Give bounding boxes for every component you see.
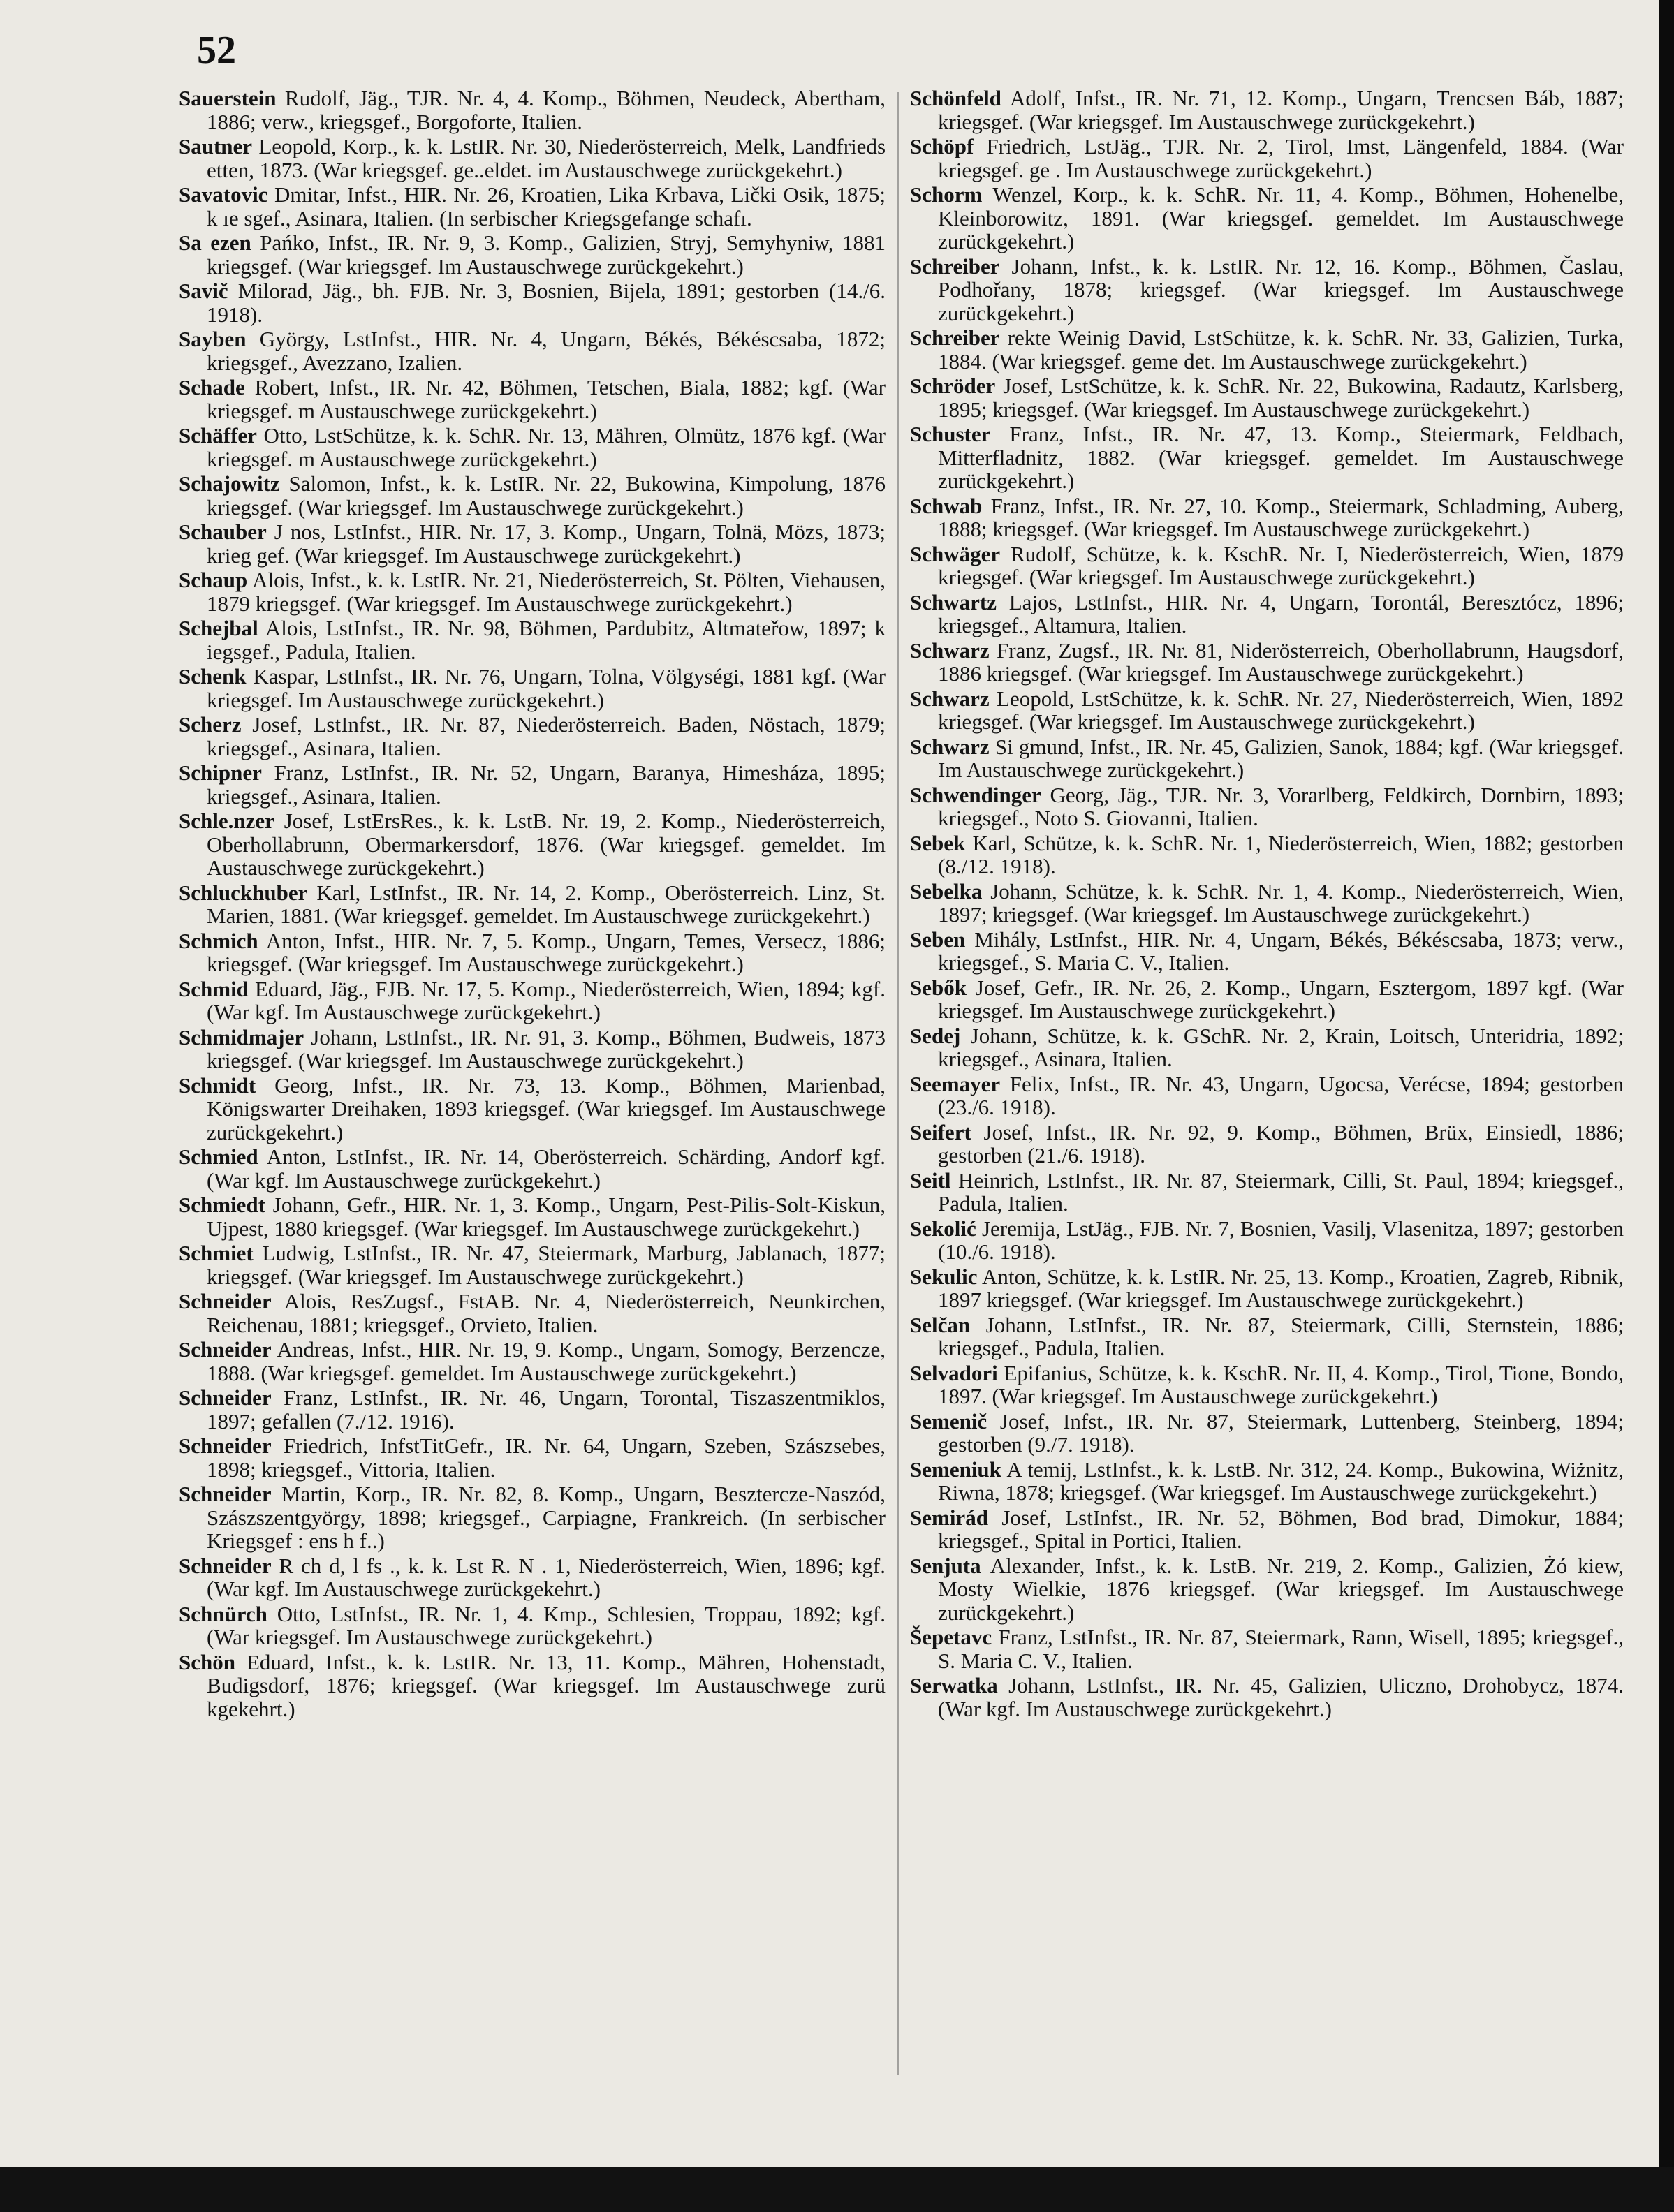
entry-surname: Schneider [179,1337,272,1362]
entry-surname: Sebők [910,975,967,1000]
register-entry [179,1026,886,1072]
entry-details: Karl, LstInfst., IR. Nr. 14, 2. Komp., Oberösterreich. Linz, St. Marien, 1881. (War kriegsgef. gemeldet. Im Austauschwege zurückgekehrt.) [207,880,886,928]
register-entry [910,1265,1624,1312]
entry-details: Milorad, Jäg., bh. FJB. Nr. 3, Bosnien, Bijela, 1891; gestorben (14./6. 1918). [207,279,886,327]
entry-surname: Sautner [179,134,253,158]
register-entry [910,543,1624,589]
entry-details: Jeremija, LstJäg., FJB. Nr. 7, Bosnien, Vasilj, Vlasenitza, 1897; gestorben (10./6. 1918). [938,1216,1624,1264]
register-entry [179,1241,886,1288]
page-number: 52 [197,29,236,72]
register-entry [910,976,1624,1023]
entry-surname: Schneider [179,1385,272,1410]
entry-surname: Seifert [910,1119,971,1144]
entry-details: Felix, Infst., IR. Nr. 43, Ungarn, Ugocsa, Verécse, 1894; gestorben (23./6. 1918). [938,1071,1624,1119]
entry-details: Alois, LstInfst., IR. Nr. 98, Böhmen, Pardubitz, Altmateřow, 1897; k iegsgef., Padula, Italien. [207,616,886,664]
entry-details: Rudolf, Jäg., TJR. Nr. 4, 4. Komp., Böhmen, Neudeck, Abertham, 1886; verw., kriegsgef., Borgoforte, Italien. [207,86,886,134]
entry-surname: Schorm [910,182,983,207]
scan-edge-right [1659,0,1674,2212]
register-entry [179,1554,886,1601]
entry-surname: Schwarz [910,734,990,759]
register-entry [179,929,886,976]
entry-surname: Semeniuk [910,1457,1001,1482]
entry-details: R ch d, l fs ., k. k. Lst R. N . 1, Niederösterreich, Wien, 1896; kgf. (War kgf. Im Austauschwege zurückgekehrt.) [207,1553,886,1601]
entry-surname: Sayben [179,327,247,351]
entry-details: Wenzel, Korp., k. k. SchR. Nr. 11, 4. Komp., Böhmen, Hohenelbe, Kleinborowitz, 1891. (War kriegsgef. gemeldet. Im Austauschwege zurückgekehrt.) [938,182,1624,253]
entry-details: Josef, Gefr., IR. Nr. 26, 2. Komp., Ungarn, Esztergom, 1897 kgf. (War kriegsgef. Im Austauschwege zurückgekehrt.) [938,975,1624,1023]
entry-surname: Scherz [179,712,242,737]
register-entry [910,1554,1624,1625]
entry-surname: Sebelka [910,878,983,904]
entry-surname: Schluckhuber [179,880,308,905]
entry-details: Leopold, Korp., k. k. LstIR. Nr. 30, Niederösterreich, Melk, Landfrieds etten, 1873. (War kriegsgef. ge..eldet. im Austauschwege zurückgekehrt.) [207,134,886,182]
register-entry [910,880,1624,927]
register-entry [179,1434,886,1481]
entry-details: Leopold, LstSchütze, k. k. SchR. Nr. 27, Niederösterreich, Wien, 1892 kriegsgef. (War kriegsgef. Im Austauschwege zurückgekehrt.) [938,686,1624,734]
register-entry [179,881,886,928]
entry-details: Anton, Infst., HIR. Nr. 7, 5. Komp., Ungarn, Temes, Versecz, 1886; kriegsgef. (War kriegsgef. Im Austauschwege zurückgekehrt.) [207,928,886,976]
entry-details: Karl, Schütze, k. k. SchR. Nr. 1, Niederösterreich, Wien, 1882; gestorben (8./12. 1918). [938,830,1624,878]
register-entry [910,422,1624,493]
entry-surname: Schwarz [910,686,990,711]
entry-surname: Sekolić [910,1216,976,1241]
entry-surname: Schauber [179,519,267,544]
entry-details: Anton, LstInfst., IR. Nr. 14, Oberösterreich. Schärding, Andorf kgf. (War kgf. Im Austauschwege zurückgekehrt.) [207,1144,886,1193]
entry-surname: Schwäger [910,541,1001,566]
entry-details: Georg, Infst., IR. Nr. 73, 13. Komp., Böhmen, Marienbad, Königswarter Dreihaken, 1893 kriegsgef. (War kriegsgef. Im Austauschwege zurückgekehrt.) [207,1072,886,1144]
entry-details: Johann, Schütze, k. k. SchR. Nr. 1, 4. Komp., Niederösterreich, Wien, 1897; kriegsgef. (War kriegsgef. Im Austauschwege zurückgekehrt.) [938,878,1624,927]
entry-surname: Sa ezen [179,230,251,255]
entry-surname: Sebek [910,830,966,855]
entry-details: Alexander, Infst., k. k. LstB. Nr. 219, 2. Komp., Galizien, Żó kiew, Mosty Wielkie, 1876 kriegsgef. (War kriegsgef. Im Austauschwege zurückgekehrt.) [938,1553,1624,1625]
entry-surname: Semenič [910,1408,987,1433]
register-entry [910,1169,1624,1216]
entry-details: Robert, Infst., IR. Nr. 42, Böhmen, Tetschen, Biala, 1882; kgf. (War kriegsgef. m Austauschwege zurückgekehrt.) [207,375,886,423]
register-entry [910,1506,1624,1553]
entry-details: Heinrich, LstInfst., IR. Nr. 87, Steiermark, Cilli, St. Paul, 1894; kriegsgef., Padula, Italien. [938,1167,1624,1216]
entry-surname: Schmid [179,976,249,1001]
entry-surname: Schröder [910,374,996,398]
entry-surname: Schenk [179,664,247,688]
entry-details: Martin, Korp., IR. Nr. 82, 8. Komp., Ungarn, Besztercze-Naszód, Szászszentgyörgy, 1898; kriegsgef., Carpiagne, Frankreich. (In serbischer Kriegsgef : ens h f..) [207,1482,886,1553]
entry-surname: Schneider [179,1433,272,1458]
register-entry [179,1145,886,1192]
entry-surname: Sedej [910,1023,961,1048]
register-entry [179,1386,886,1433]
entry-surname: Schneider [179,1553,272,1578]
entry-details: Josef, Infst., IR. Nr. 92, 9. Komp., Böhmen, Brüx, Einsiedl, 1886; gestorben (21./6. 1918). [938,1119,1624,1167]
entry-surname: Schöpf [910,134,974,158]
entry-surname: Sauerstein [179,86,277,110]
entry-details: Franz, Infst., IR. Nr. 27, 10. Komp., Steiermark, Schladming, Auberg, 1888; kriegsgef. (War kriegsgef. Im Austauschwege zurückgekehrt.) [938,493,1624,541]
entry-details: Salomon, Infst., k. k. LstIR. Nr. 22, Bukowina, Kimpolung, 1876 kriegsgef. (War kriegsgef. Im Austauschwege zurückgekehrt.) [207,471,886,519]
entry-surname: Schreiber [910,325,1000,350]
entry-surname: Sekulic [910,1264,978,1289]
entry-details: György, LstInfst., HIR. Nr. 4, Ungarn, Békés, Békéscsaba, 1872; kriegsgef., Avezzano, Izalien. [207,327,886,375]
register-entry [179,713,886,760]
register-entry [910,591,1624,637]
entry-surname: Selvadori [910,1360,998,1385]
register-entry [179,1338,886,1385]
entry-surname: Schade [179,375,245,399]
register-entry [179,1482,886,1553]
register-entry [910,1674,1624,1720]
entry-surname: Schuster [910,422,991,446]
entry-surname: Schmied [179,1144,258,1169]
register-entry [910,87,1624,133]
entry-details: Mihály, LstInfst., HIR. Nr. 4, Ungarn, Békés, Békéscsaba, 1873; verw., kriegsgef., S. Maria C. V., Italien. [938,927,1624,975]
register-entry [910,783,1624,830]
entry-details: Andreas, Infst., HIR. Nr. 19, 9. Komp., Ungarn, Somogy, Berzencze, 1888. (War kriegsgef. gemeldet. Im Austauschwege zurückgekehrt.) [207,1337,886,1385]
entry-details: Eduard, Infst., k. k. LstIR. Nr. 13, 11. Komp., Mähren, Hohenstadt, Budigsdorf, 1876; kriegsgef. (War kriegsgef. Im Austauschwege zurü kgekehrt.) [207,1649,886,1721]
entry-surname: Savatovic [179,182,268,207]
register-entry [179,231,886,278]
entry-details: Friedrich, LstJäg., TJR. Nr. 2, Tirol, Imst, Längenfeld, 1884. (War kriegsgef. ge . Im Austauschwege zurückgekehrt.) [938,134,1624,182]
entry-surname: Schönfeld [910,86,1001,110]
entry-details: rekte Weinig David, LstSchütze, k. k. SchR. Nr. 33, Galizien, Turka, 1884. (War kriegsgef. geme det. Im Austauschwege zurückgekehrt.) [938,325,1624,374]
register-entry [910,639,1624,686]
entry-surname: Schneider [179,1289,272,1313]
register-entry [910,1072,1624,1119]
entry-details: Georg, Jäg., TJR. Nr. 3, Vorarlberg, Feldkirch, Dornbirn, 1893; kriegsgef., Noto S. Giovanni, Italien. [938,782,1624,830]
entry-surname: Selčan [910,1312,971,1337]
entry-surname: Schreiber [910,253,1000,279]
entry-details: Alois, ResZugsf., FstAB. Nr. 4, Niederösterreich, Neunkirchen, Reichenau, 1881; kriegsgef., Orvieto, Italien. [207,1289,886,1337]
entry-details: Josef, Infst., IR. Nr. 87, Steiermark, Luttenberg, Steinberg, 1894; gestorben (9./7. 1918). [938,1408,1624,1457]
register-entry [179,1651,886,1721]
entry-details: Johann, LstInfst., IR. Nr. 87, Steiermark, Cilli, Sternstein, 1886; kriegsgef., Padula, Italien. [938,1312,1624,1360]
register-entry [179,87,886,133]
entry-details: Kaspar, LstInfst., IR. Nr. 76, Ungarn, Tolna, Völgységi, 1881 kgf. (War kriegsgef. Im Austauschwege zurückgekehrt.) [207,664,886,712]
register-entry [910,183,1624,253]
register-entry [910,1362,1624,1408]
entry-details: Franz, LstInfst., IR. Nr. 46, Ungarn, Torontal, Tiszaszentmiklos, 1897; gefallen (7./12. 1916). [207,1385,886,1433]
entry-surname: Serwatka [910,1673,998,1697]
entry-details: Alois, Infst., k. k. LstIR. Nr. 21, Niederösterreich, St. Pölten, Viehausen, 1879 kriegsgef. (War kriegsgef. Im Austauschwege zurückgekehrt.) [207,568,886,616]
entry-details: Adolf, Infst., IR. Nr. 71, 12. Komp., Ungarn, Trencsen Báb, 1887; kriegsgef. (War kriegsgef. Im Austauschwege zurückgekehrt.) [938,86,1624,134]
entry-details: Si gmund, Infst., IR. Nr. 45, Galizien, Sanok, 1884; kgf. (War kriegsgef. Im Austauschwege zurückgekehrt.) [938,734,1624,782]
entry-details: Otto, LstSchütze, k. k. SchR. Nr. 13, Mähren, Olmütz, 1876 kgf. (War kriegsgef. m Austauschwege zurückgekehrt.) [207,423,886,471]
register-entry [179,1074,886,1144]
entry-details: Pańko, Infst., IR. Nr. 9, 3. Komp., Galizien, Stryj, Semyhyniw, 1881 kriegsgef. (War kriegsgef. Im Austauschwege zurückgekehrt.) [207,230,886,279]
register-entry [910,1024,1624,1071]
entry-surname: Savič [179,279,228,303]
entry-details: Dmitar, Infst., HIR. Nr. 26, Kroatien, Lika Krbava, Lički Osik, 1875; k ıe sgef., Asinara, Italien. (In serbischer Kriegsgefange schafı. [207,182,886,230]
entry-details: Johann, Gefr., HIR. Nr. 1, 3. Komp., Ungarn, Pest-Pilis-Solt-Kiskun, Ujpest, 1880 kriegsgef. (War kriegsgef. Im Austauschwege zurückgekehrt.) [207,1193,886,1241]
register-entry [179,761,886,808]
entry-details: Franz, LstInfst., IR. Nr. 52, Ungarn, Baranya, Himesháza, 1895; kriegsgef., Asinara, Italien. [207,760,886,809]
register-entry [179,665,886,711]
entry-details: Franz, Zugsf., IR. Nr. 81, Niderösterreich, Oberhollabrunn, Haugsdorf, 1886 kriegsgef. (War kriegsgef. Im Austauschwege zurückgekehrt.) [938,637,1624,686]
column-divider [897,92,899,2075]
entry-surname: Schejbal [179,616,258,640]
entry-surname: Schipner [179,760,262,785]
register-entry [179,1290,886,1336]
register-entry [179,978,886,1024]
register-entry [910,135,1624,182]
entry-details: Josef, LstSchütze, k. k. SchR. Nr. 22, Bukowina, Radautz, Karlsberg, 1895; kriegsgef. (War kriegsgef. Im Austauschwege zurückgekehrt.) [938,374,1624,422]
register-entry [179,520,886,567]
entry-surname: Schwendinger [910,782,1041,807]
register-entry [910,326,1624,373]
register-entry [179,472,886,519]
register-entry [910,494,1624,541]
register-entry [179,1193,886,1240]
entry-details: Franz, Infst., IR. Nr. 47, 13. Komp., Steiermark, Feldbach, Mitterfladnitz, 1882. (War kriegsgef. gemeldet. Im Austauschwege zurückgekehrt.) [938,422,1624,493]
entry-details: Johann, Schütze, k. k. GSchR. Nr. 2, Krain, Loitsch, Unteridria, 1892; kriegsgef., Asinara, Italien. [938,1023,1624,1071]
register-entry [910,1458,1624,1505]
register-entry [179,568,886,615]
register-entry [910,832,1624,878]
entry-surname: Schneider [179,1482,272,1506]
register-entry [910,1410,1624,1457]
register-entry [179,279,886,326]
register-entry [179,376,886,422]
entry-surname: Schajowitz [179,471,280,496]
register-entry [179,1602,886,1649]
register-entry [910,1625,1624,1672]
register-entry [179,617,886,663]
entry-surname: Šepetavc [910,1625,992,1649]
entry-details: J nos, LstInfst., HIR. Nr. 17, 3. Komp., Ungarn, Tolnä, Mözs, 1873; krieg gef. (War kriegsgef. Im Austauschwege zurückgekehrt.) [207,519,886,568]
entry-surname: Schmidmajer [179,1024,304,1049]
register-entry [910,255,1624,325]
entry-details: Ludwig, LstInfst., IR. Nr. 47, Steiermark, Marburg, Jablanach, 1877; kriegsgef. (War kriegsgef. Im Austauschwege zurückgekehrt.) [207,1241,886,1289]
entry-surname: Schwab [910,493,983,518]
entry-details: A temij, LstInfst., k. k. LstB. Nr. 312, 24. Komp., Bukowina, Wiżnitz, Riwna, 1878; kriegsgef. (War kriegsgef. Im Austauschwege zurückgekehrt.) [938,1457,1624,1505]
entry-details: Eduard, Jäg., FJB. Nr. 17, 5. Komp., Niederösterreich, Wien, 1894; kgf. (War kgf. Im Austauschwege zurückgekehrt.) [207,976,886,1024]
entry-details: Franz, LstInfst., IR. Nr. 87, Steiermark, Rann, Wisell, 1895; kriegsgef., S. Maria C. V., Italien. [938,1625,1624,1673]
entry-surname: Schön [179,1649,235,1674]
entry-details: Otto, LstInfst., IR. Nr. 1, 4. Kmp., Schlesien, Troppau, 1892; kgf. (War kriegsgef. Im Austauschwege zurückgekehrt.) [207,1601,886,1649]
entry-details: Johann, Infst., k. k. LstIR. Nr. 12, 16. Komp., Böhmen, Časlau, Podhořany, 1878; kriegsgef. (War kriegsgef. Im Austauschwege zurückgekehrt.) [938,253,1624,325]
register-entry [179,809,886,880]
register-entry [910,928,1624,975]
scan-edge-bottom [0,2167,1674,2212]
register-entry [910,1121,1624,1167]
entry-surname: Schnürch [179,1601,267,1626]
entry-details: Friedrich, InfstTitGefr., IR. Nr. 64, Ungarn, Szeben, Szászsebes, 1898; kriegsgef., Vittoria, Italien. [207,1433,886,1482]
register-entry [910,374,1624,421]
entry-surname: Seben [910,927,966,952]
entry-surname: Seitl [910,1167,951,1193]
entry-surname: Schmiet [179,1241,254,1265]
entry-surname: Schäffer [179,423,257,448]
entry-surname: Schmidt [179,1072,256,1098]
entry-details: Johann, LstInfst., IR. Nr. 91, 3. Komp., Böhmen, Budweis, 1873 kriegsgef. (War kriegsgef. Im Austauschwege zurückgekehrt.) [207,1024,886,1072]
register-entry [179,424,886,471]
entry-details: Josef, LstInfst., IR. Nr. 52, Böhmen, Bod brad, Dimokur, 1884; kriegsgef., Spital in Portici, Italien. [938,1505,1624,1553]
entry-surname: Semirád [910,1505,988,1530]
register-entry [910,1313,1624,1360]
entry-details: Josef, LstErsRes., k. k. LstB. Nr. 19, 2. Komp., Niederösterreich, Oberhollabrunn, Obermarkersdorf, 1876. (War kriegsgef. gemeldet. Im Austauschwege zurückgekehrt.) [207,809,886,880]
entry-surname: Schmich [179,928,258,953]
left-column [179,87,886,1722]
register-entry [179,183,886,230]
register-entry [910,735,1624,782]
entry-details: Johann, LstInfst., IR. Nr. 45, Galizien, Uliczno, Drohobycz, 1874. (War kgf. Im Austauschwege zurückgekehrt.) [938,1673,1624,1721]
right-column [910,87,1624,1722]
entry-surname: Schmiedt [179,1193,265,1217]
register-entry [910,687,1624,734]
entry-surname: Schle.nzer [179,809,274,833]
entry-surname: Schwartz [910,589,997,614]
register-entry [179,327,886,374]
register-entry [179,135,886,182]
entry-surname: Schaup [179,568,248,592]
entry-details: Lajos, LstInfst., HIR. Nr. 4, Ungarn, Torontál, Beresztócz, 1896; kriegsgef., Altamura, Italien. [938,589,1624,637]
entry-details: Josef, LstInfst., IR. Nr. 87, Niederösterreich. Baden, Nöstach, 1879; kriegsgef., Asinara, Italien. [207,712,886,760]
entry-details: Epifanius, Schütze, k. k. KschR. Nr. II, 4. Komp., Tirol, Tione, Bondo, 1897. (War kriegsgef. Im Austauschwege zurückgekehrt.) [938,1360,1624,1408]
entry-surname: Senjuta [910,1553,981,1578]
register-entry [910,1217,1624,1264]
entry-details: Anton, Schütze, k. k. LstIR. Nr. 25, 13. Komp., Kroatien, Zagreb, Ribnik, 1897 kriegsgef. (War kriegsgef. Im Austauschwege zurückgekehrt.) [938,1264,1624,1312]
entry-surname: Schwarz [910,637,990,663]
entry-details: Rudolf, Schütze, k. k. KschR. Nr. I, Niederösterreich, Wien, 1879 kriegsgef. (War kriegsgef. Im Austauschwege zurückgekehrt.) [938,541,1624,589]
entry-surname: Seemayer [910,1071,1001,1096]
